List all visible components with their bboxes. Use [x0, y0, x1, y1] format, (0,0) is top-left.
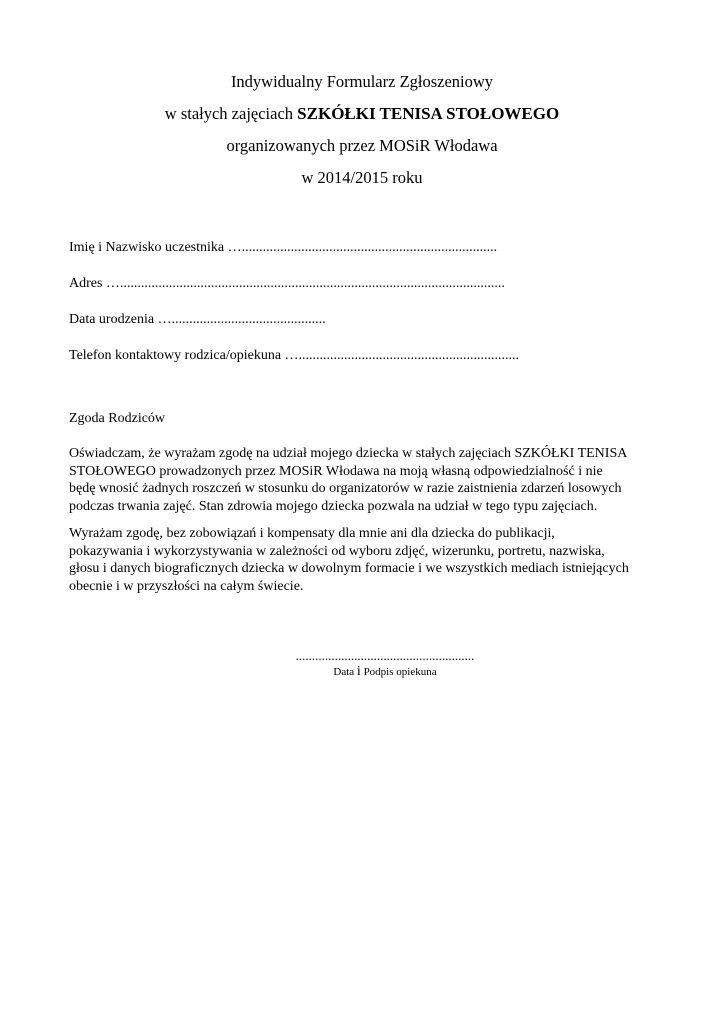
signature-caption	[285, 664, 485, 680]
paragraph-line: pokazywania i wykorzystywania w zależności od wyboru zdjęć, wizerunku, portretu, nazwiska,	[69, 543, 605, 559]
paragraph-line: Wyrażam zgodę, bez zobowiązań i kompensaty dla mnie ani dla dziecka do publikacji,	[69, 526, 555, 541]
paragraph-line: Oświadczam, że wyrażam zgodę na udział mojego dziecka w stałych zajęciach SZKÓŁKI TENISA	[69, 446, 628, 461]
caption-date: Data	[333, 666, 357, 678]
paragraph-line: podczas trwania zajęć. Stan zdrowia mojego dziecka pozwala na udział w tego typu zajęciach.	[69, 498, 598, 514]
paragraph-line: głosu i danych biograficznych dziecka w dowolnym formacie i we wszystkich mediach istniejących	[69, 561, 629, 577]
parent-phone-field[interactable]: Telefon kontaktowy rodzica/opiekuna …...............................................................	[69, 348, 520, 363]
address-field[interactable]: Adres …..............................................................................................................	[69, 276, 505, 291]
paragraph-line: STOŁOWEGO prowadzonych przez MOSiR Włodawa na moją własną odpowiedzialność i nie	[69, 463, 603, 479]
title-line-4: w 2014/2015 roku	[301, 168, 423, 187]
title-line-3: organizowanych przez MOSiR Włodawa	[226, 136, 498, 155]
participant-fields	[69, 238, 519, 382]
caption-and: i	[356, 664, 361, 679]
title-line-1: Indywidualny Formularz Zgłoszeniowy	[230, 72, 494, 91]
signature-block	[285, 648, 485, 680]
paragraph-line: obecnie i w przyszłości na całym świecie.	[69, 578, 304, 594]
paragraph-line: będę wnosić żadnych roszczeń w stosunku do organizatorów w razie zaistnienia zdarzeń losowych	[69, 481, 622, 497]
birth-date-field[interactable]: Data urodzenia …............................................	[69, 312, 326, 327]
consent-paragraph-2	[69, 525, 669, 595]
consent-paragraph-1	[69, 445, 669, 515]
title-school-name: SZKÓŁKI TENISA STOŁOWEGO	[297, 104, 560, 123]
consent-heading: Zgoda Rodziców	[69, 411, 166, 426]
title-line-2-prefix: w stałych zajęciach	[164, 104, 298, 123]
signature-line[interactable]: .......................................................	[295, 648, 475, 663]
title-line-2	[0, 98, 724, 130]
participant-name-field[interactable]: Imię i Nazwisko uczestnika ….........................................................................	[69, 240, 498, 255]
form-title	[0, 66, 724, 194]
caption-signature: Podpis opiekuna	[360, 666, 437, 678]
